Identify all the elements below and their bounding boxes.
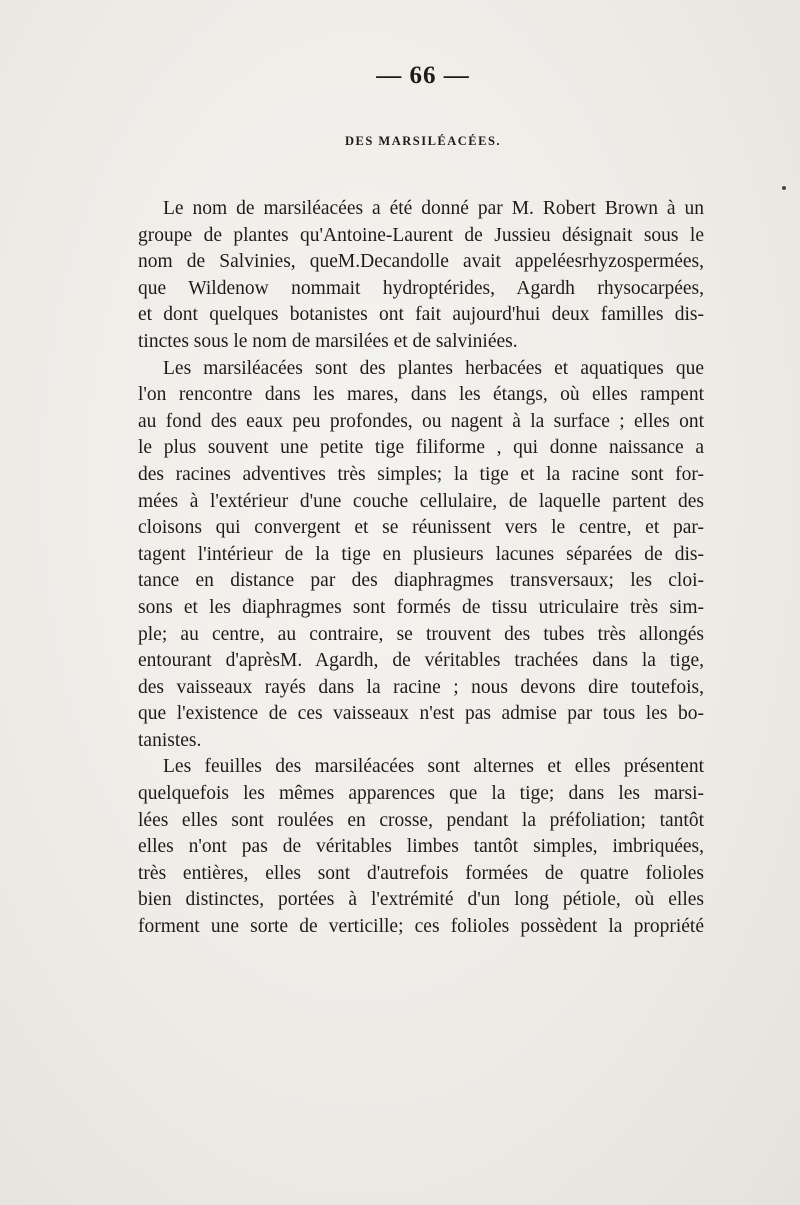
text-line: Le nom de marsiléacées a été donné par M. Robert Brown à un — [163, 198, 704, 219]
text-line: l'on rencontre dans les mares, dans les étangs, où elles rampent — [138, 384, 704, 406]
section-heading: DES MARSILÉACÉES. — [344, 134, 502, 148]
text-line: quelquefois les mêmes apparences que la tige; dans les marsi- — [138, 783, 704, 805]
text-line: sons et les diaphragmes sont formés de tissu utriculaire très sim- — [138, 596, 704, 618]
text-line: que Wildenow nommait hydroptérides, Agardh rhysocarpées, — [138, 277, 704, 299]
text-line: des vaisseaux rayés dans la racine ; nous devons dire toutefois, — [138, 676, 704, 698]
text-line: entourant d'aprèsM. Agardh, de véritables trachées dans la tige, — [138, 650, 704, 672]
text-line: cloisons qui convergent et se réunissent vers le centre, et par- — [138, 517, 704, 539]
text-line: tinctes sous le nom de marsilées et de salviniées. — [138, 330, 518, 352]
text-line: Les marsiléacées sont des plantes herbacées et aquatiques que — [163, 357, 704, 379]
page-number: — 66 — — [376, 62, 470, 89]
text-line: le plus souvent une petite tige filiforme , qui donne naissance a — [138, 437, 704, 459]
text-line: que l'existence de ces vaisseaux n'est pas admise par tous les bo- — [138, 703, 704, 725]
text-line: et dont quelques botanistes ont fait aujourd'hui deux familles dis- — [138, 304, 704, 326]
paper-speck — [782, 186, 786, 190]
text-line: tagent l'intérieur de la tige en plusieurs lacunes séparées de dis- — [138, 543, 704, 565]
text-line: très entières, elles sont d'autrefois formées de quatre folioles — [138, 862, 704, 884]
text-line: des racines adventives très simples; la tige et la racine sont for- — [138, 463, 704, 485]
text-line: forment une sorte de verticille; ces folioles possèdent la propriété — [138, 916, 704, 938]
text-line: groupe de plantes qu'Antoine-Laurent de Jussieu désignait sous le — [138, 224, 704, 246]
text-line: Les feuilles des marsiléacées sont alternes et elles présentent — [163, 756, 704, 778]
text-line: au fond des eaux peu profondes, ou nagent à la surface ; elles ont — [138, 410, 704, 432]
text-line: ple; au centre, au contraire, se trouvent des tubes très allongés — [138, 623, 704, 645]
text-line: lées elles sont roulées en crosse, pendant la préfoliation; tantôt — [138, 809, 704, 831]
text-line: elles n'ont pas de véritables limbes tantôt simples, imbriquées, — [138, 836, 704, 858]
text-line: mées à l'extérieur d'une couche cellulaire, de laquelle partent des — [138, 490, 704, 512]
text-line: nom de Salvinies, queM.Decandolle avait appeléesrhyzospermées, — [138, 251, 704, 273]
text-line: bien distinctes, portées à l'extrémité d'un long pétiole, où elles — [138, 889, 704, 911]
text-line: tance en distance par des diaphragmes transversaux; les cloi- — [138, 570, 704, 592]
body-text — [138, 196, 704, 941]
text-line: tanistes. — [138, 729, 202, 751]
